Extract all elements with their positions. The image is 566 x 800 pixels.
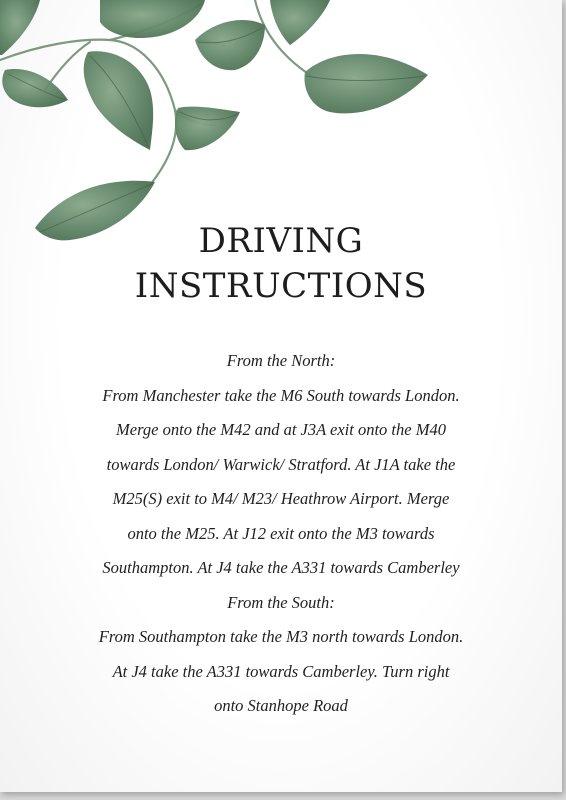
text-line: Merge onto the M42 and at J3A exit onto the M40 (116, 420, 446, 439)
title-line-1: DRIVING (198, 221, 364, 261)
text-line: onto Stanhope Road (214, 696, 348, 715)
text-line: From Southampton take the M3 north towards London. (98, 627, 464, 646)
text-line: onto the M25. At J12 exit onto the M3 towards (127, 523, 435, 543)
text-line: From the North: (226, 351, 336, 370)
text-line: M25(S) exit to M4/ M23/ Heathrow Airport. Merge (112, 489, 450, 508)
instructions-body (0, 344, 562, 724)
text-line: From Manchester take the M6 South towards London. (102, 385, 460, 405)
text-line: At J4 take the A331 towards Camberley. Turn right (112, 661, 450, 681)
title-line-2: INSTRUCTIONS (134, 266, 428, 306)
text-line: From the South: (227, 592, 335, 612)
text-line: towards London/ Warwick/ Stratford. At J1A take the (106, 454, 456, 474)
text-line: Southampton. At J4 take the A331 towards Camberley (102, 558, 460, 577)
watercolor-foliage-icon (0, 0, 440, 250)
